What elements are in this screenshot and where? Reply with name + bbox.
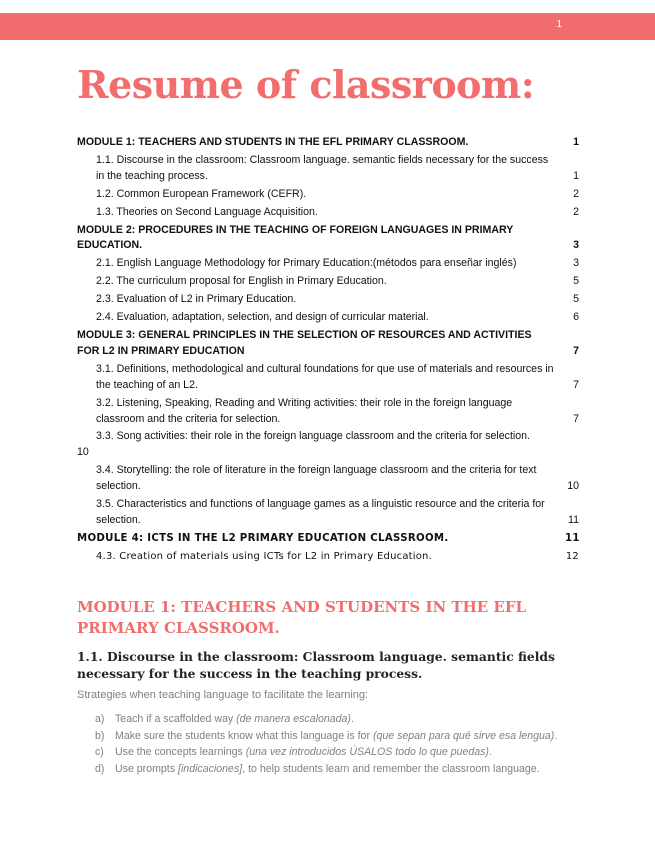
toc-entry-page: 7 xyxy=(573,412,579,425)
toc-entry-title: 2.4. Evaluation, adaptation, selection, and design of curricular material. xyxy=(96,311,429,324)
toc-entry[interactable] xyxy=(77,187,579,203)
list-item xyxy=(77,744,597,761)
list-item-text xyxy=(115,744,492,761)
subsection-heading: 1.1. Discourse in the classroom: Classroom language. semantic fields necessary for the success in the teaching process. xyxy=(77,649,555,681)
list-item-after: . xyxy=(554,729,558,742)
list-item xyxy=(77,728,597,745)
toc-entry[interactable] xyxy=(77,429,579,461)
list-item-main: Use prompts xyxy=(115,762,178,775)
list-item-note: (de manera escalonada) xyxy=(236,713,351,725)
page-title: Resume of classroom: xyxy=(77,62,535,107)
toc-entry[interactable] xyxy=(77,362,579,394)
list-item-main: Make sure the students know what this language is for xyxy=(115,729,373,742)
toc-entry-page: 10 xyxy=(567,480,579,493)
toc-entry-title: MODULE 2: PROCEDURES IN THE TEACHING OF FOREIGN LANGUAGES IN PRIMARY EDUCATION. xyxy=(77,223,514,252)
toc-entry[interactable] xyxy=(77,256,579,272)
list-item-after: . xyxy=(488,746,492,759)
list-marker: c) xyxy=(95,746,104,759)
toc-entry-title: 1.3. Theories on Second Language Acquisition. xyxy=(96,205,318,218)
list-item-text xyxy=(115,728,557,745)
toc-entry-title: 3.1. Definitions, methodological and cultural foundations for que use of materials and resources in the teaching of an L2. xyxy=(96,362,554,391)
toc-entry-page: 10 xyxy=(77,446,89,459)
toc-entry[interactable] xyxy=(77,549,579,565)
list-item-after: , to help students learn and remember the classroom language. xyxy=(242,762,540,775)
toc-entry[interactable] xyxy=(77,497,579,529)
list-item-text xyxy=(115,761,540,778)
list-marker: b) xyxy=(95,729,105,742)
list-marker: a) xyxy=(95,713,105,725)
toc-entry-title: 3.2. Listening, Speaking, Reading and Writing activities: their role in the foreign language classroom and the criteria for selection. xyxy=(96,396,513,425)
toc-entry-page: 7 xyxy=(573,344,579,357)
toc-entry[interactable] xyxy=(77,396,579,428)
toc-entry-page: 3 xyxy=(573,239,579,252)
toc-entry-title: MODULE 4: ICTS IN THE L2 PRIMARY EDUCATION CLASSROOM. xyxy=(77,532,449,544)
toc-entry-title: 1.1. Discourse in the classroom: Classroom language. semantic fields necessary for the success in the teaching process. xyxy=(96,153,549,182)
list-item xyxy=(77,711,597,728)
intro-text: Strategies when teaching language to facilitate the learning: xyxy=(77,689,369,701)
list-item-note: (una vez introducidos ÚSALOS todo lo que puedas) xyxy=(245,746,489,759)
toc-entry-page: 6 xyxy=(573,311,579,324)
list-item-note: (que sepan para qué sirve esa lengua) xyxy=(372,729,555,742)
toc-entry-page: 3 xyxy=(573,257,579,270)
toc-entry-page: 2 xyxy=(573,187,579,200)
toc-entry-page: 1 xyxy=(573,169,579,182)
toc-entry-page: 2 xyxy=(573,205,579,218)
toc-entry-title: MODULE 1: TEACHERS AND STUDENTS IN THE EFL PRIMARY CLASSROOM. xyxy=(77,136,469,148)
page-number: 1 xyxy=(556,19,562,30)
toc-entry-page: 11 xyxy=(568,513,579,526)
list-item-note: [indicaciones] xyxy=(178,762,243,775)
toc-entry-title: 3.3. Song activities: their role in the foreign language classroom and the criteria for selection. xyxy=(96,430,530,443)
toc-entry-page: 12 xyxy=(565,550,579,562)
list-item xyxy=(77,761,597,778)
list-marker: d) xyxy=(95,762,105,775)
toc-entry[interactable] xyxy=(77,463,579,495)
list-item-main: Teach if a scaffolded way xyxy=(115,713,237,725)
toc-entry-title: 3.5. Characteristics and functions of language games as a linguistic resource and the criteria for selection. xyxy=(96,498,545,526)
toc-entry[interactable] xyxy=(77,328,579,360)
toc-entry[interactable] xyxy=(77,223,579,255)
section-heading: MODULE 1: TEACHERS AND STUDENTS IN THE EFL PRIMARY CLASSROOM. xyxy=(77,598,527,637)
toc-entry[interactable] xyxy=(77,153,579,185)
toc-entry[interactable] xyxy=(77,274,579,290)
toc-entry[interactable] xyxy=(77,531,579,547)
table-of-contents xyxy=(77,135,579,567)
toc-entry-page: 5 xyxy=(573,275,579,288)
toc-entry-title: 3.4. Storytelling: the role of literature in the foreign language classroom and the criteria for text selection. xyxy=(96,464,537,493)
toc-entry-title: MODULE 3: GENERAL PRINCIPLES IN THE SELECTION OF RESOURCES AND ACTIVITIES FOR L2 IN PRIMARY EDUCATION xyxy=(77,328,532,357)
toc-entry-title: 1.2. Common European Framework (CEFR). xyxy=(96,187,307,200)
toc-entry[interactable] xyxy=(77,310,579,326)
list-item-after: . xyxy=(350,713,354,725)
list-item-main: Use the concepts learnings xyxy=(115,746,246,759)
list-item-text xyxy=(115,711,354,728)
toc-entry[interactable] xyxy=(77,205,579,221)
toc-entry-title: 2.3. Evaluation of L2 in Primary Education. xyxy=(96,293,297,306)
toc-entry-title: 2.2. The curriculum proposal for English in Primary Education. xyxy=(96,275,387,288)
toc-entry-page: 11 xyxy=(565,532,580,544)
toc-entry-page: 1 xyxy=(573,136,579,148)
toc-entry[interactable] xyxy=(77,135,579,151)
strategy-list xyxy=(77,711,597,777)
toc-entry-page: 5 xyxy=(573,293,579,306)
header-bar xyxy=(0,13,655,40)
toc-entry-title: 4.3. Creation of materials using ICTs for L2 in Primary Education. xyxy=(96,550,432,562)
toc-entry-page: 7 xyxy=(573,378,579,391)
toc-entry[interactable] xyxy=(77,292,579,308)
toc-entry-title: 2.1. English Language Methodology for Primary Education:(métodos para enseñar inglés) xyxy=(96,257,517,270)
